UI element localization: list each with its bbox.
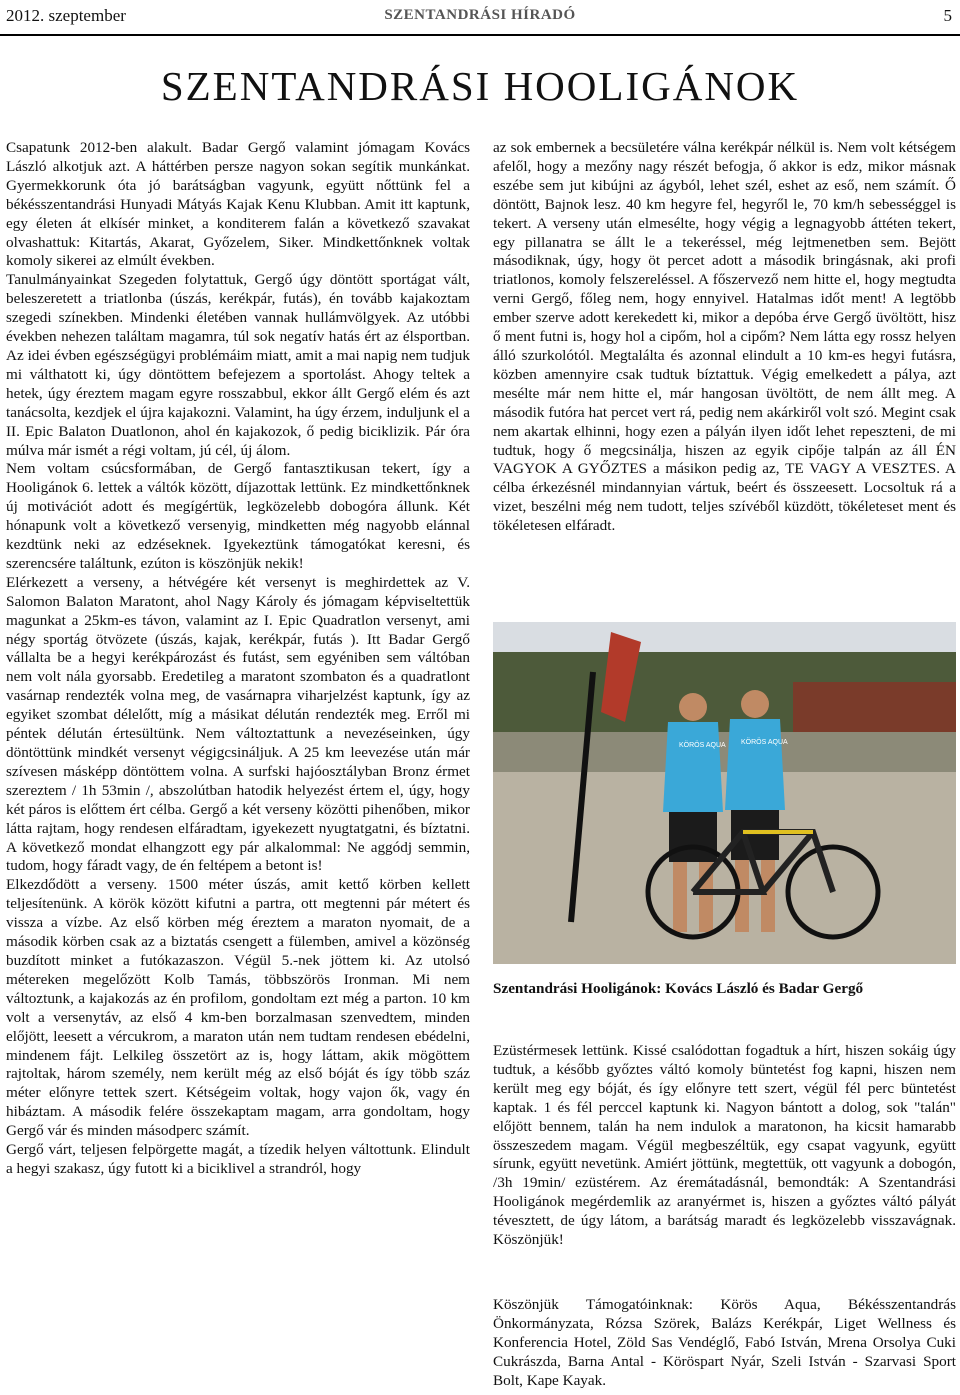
paragraph: Elérkezett a verseny, a hétvégére két versenyt is meghirdettek az V. Salomon Balaton Maratont, ahol Nagy Károly és jómagam képviseltettük magunkat a 25km-es távon, valamint az I. Epic Quadratlon versenyt, ami négy sportág ötvözete (úszás, kajak, kerékpár, futás ). Itt Badar Gergő vállalta be a hegyi kerékpározást és futást, sem egyéniben sem váltóban nem volt nála gyorsabb. Eredetileg a maratont szombaton és a quadratlont vasárnap rendezték volna meg, de vasárnapra viharjelzést kaptunk, így az egyiket szombat délelőtt, míg a másikat délután rendezték meg. Erről mi péntek délután értesültünk. Nem változtattunk a nevezéseinken, úgy döntöttünk mindkét versenyt végigcsináljuk. A 25 km leevezése után már szívesen másképp döntöttem volna. A surfski hajóosztályban Bronz érmet szereztem / 1h 53min /, abszolútban hatodik helyezést értem el, úgy, hogy két páros is előttem ért célba. Gergő a két verseny közötti pihenőben, mikor látta rajtam, hogy rendesen elfáradtam, igyekezett nyugtatgatni, és bíztatni. A következő mondat elhangzott egy pár alkalommal: Ne aggódj semmin, tudom, hogy fáradt vagy, de én feltépem a betont is! bbox=[6, 573, 470, 875]
team-photo bbox=[493, 622, 956, 964]
paragraph: Elkezdődött a verseny. 1500 méter úszás, amit kettő körben kellett teljesítenünk. A körök között kifutni a partra, ott megtenni pár métert és vissza a vízbe. Az első körben még éreztem a maraton nyomait, de a második körben csak az a biztatás csengett a fülemben, amivel a közönség buzdított minket a futókazaszon. Végül 5.-nek jöttem ki. Az utolsó métereken megelőzött Kolb Tamás, többszörös Ironman. Mi nem változtunk, a kajakozás az én profilom, gondoltam ezt még a parton. 10 km volt a versenytáv, az első 4 km-ben borzalmasan szenvedtem, minden előjött, leesett a vércukrom, a maraton után nem tudtam rendesen ebédelni, mindenem fájt. Lelkileg összetört az is, hogy láttam, akik mögöttem rajtoltak, három személy, nem került még az első bóját és így több száz méter előnyre tettek szert. Kétségeim voltak, hogy vajon ők, vagy én hibáztam. A második felére összekaptam magam, arra gondoltam, hogy Gergő vár és minden másodperc számít. bbox=[6, 876, 470, 1140]
paragraph: Köszönjük Támogatóinknak: Körös Aqua, Békésszentandrás Önkormányzata, Rózsa Szörek, Balázs Kerékpár, Liget Wellness és Konferencia Hotel, Zöld Sas Vendéglő, Fabó István, Mrena Orsolya Cuki Cukrászda, Barna Antal - Köröspart Nyár, Szeli István - Szarvasi Sport Bolt, Kape Kayak. bbox=[493, 1296, 956, 1389]
person-right-leg bbox=[761, 860, 775, 932]
publication-name: SZENTANDRÁSI HÍRADÓ bbox=[384, 7, 576, 23]
right-column-top bbox=[493, 139, 956, 536]
paragraph: Tanulmányainkat Szegeden folytattuk, Gergő úgy döntött sportágat vált, beleszeretett a triatlonba (úszás, kerékpár, futás), én tovább kajakoztam szegedi színekben. Mindenki életében vannak hullámvölgyek. Az utóbbi években nehezen találtam magamra, túl sok negatív hatás ért az élsportban. Az idei évben egészségügyi problémáim miatt, amit a mai napig nem tudjuk mi válthatott ki, úgy döntöttem befejezem a sportolást. Ahogy teltek a hetek, úgy éreztem magam egyre rosszabbul, ekkor állt Gergő elém és azt tanácsolta, kezdjek el újra kajakozni. Valamint, ha úgy érzem, induljunk el a II. Epic Balaton Duatlonon, ahol én kajakozok, ő pedig biciklizik. Pár óra múlva már ismét a régi voltam, jú cél, új álom. bbox=[6, 271, 470, 459]
right-column-bottom bbox=[493, 1042, 956, 1250]
person-left-head bbox=[679, 693, 707, 721]
paragraph: az sok embernek a becsületére válna kerékpár nélkül is. Nem volt kétségem afelől, hogy a mezőny nagy részét befogja, ő akkor is edz, mikor másnak eszébe sem jut kibújni az ágyból, lehet szél, eshet az eső, nem számít. Ő döntött, Bajnok lesz. 40 km hegyre fel, hegyről le, 70 km/h sebességgel is tekert. A verseny után elmesélte, hogy végig a legnagyobb áttéten tekert, egy pillanatra se állt le a tekeréssel, még lejtmenetben sem. Bejött másodiknak, úgy, hogy öt percet adott a második bringásnak, aki profi triatlonos, komoly felszereléssel. A főszervező nem hitte el, hogy megtudta verni Gergő, főleg nem, hogy ennyivel. Hatalmas időt ment! A legtöbb ember szerve adott kerekedett ki, mikor a depóba érve Gergő üvöltött, hisz ő ment futni is, hogy hol a cipőm, hol a cipőm? Nem látta egy rossz helyen álló szurkolótól. Megtalálta és azonnal elindult a 10 km-es hegyi futásra, közben amennyire csak tudtuk bíztattuk. Végig emelkedett a pálya, azt mesélte már nem hitte el, már hangosan üvöltött, de nem állt meg. A második futóra hat percet vert rá, pedig nem akárkiről volt szó. Megint csak nem akartak elhinni, hogy ezen a pályán ilyen időt lehet repeszteni, de mi tudtuk, hogy ő megcsinálja, hiszen az egyik cipője talpán az áll ÉN VAGYOK A GYŐZTES a másikon pedig az, TE VAGY A VESZTES. A célba érkezésnél mindannyian vártuk, beért és összeesett. Locsoltuk rá a vizet, beszélni még nem tudott, teljes szívéből küzdött, tökéleteset ment és tökéletesen elfáradt. bbox=[493, 139, 956, 535]
paragraph: Nem voltam csúcsformában, de Gergő fantasztikusan tekert, így a Hooligánok 6. lettek a váltók között, díjazottak lettünk. Ez mindkettőnknek új motivációt adott és megígértük, legközelebb dobogóra állunk. Két hónapunk volt a következő versenyig, mindketten még nagyobb elánnal kezdtünk neki az edzéseknek. Igyekeztünk támogatókat keresni, és szerencsére találtunk, ezúton is köszönjük nekik! bbox=[6, 460, 470, 572]
person-right-shirt bbox=[725, 719, 785, 810]
photo-grass bbox=[493, 732, 956, 772]
page-header bbox=[0, 0, 960, 36]
sponsors-thanks bbox=[493, 1296, 956, 1391]
shirt-print-left: KÖRÖS AQUA bbox=[679, 742, 726, 749]
person-left-shirt bbox=[663, 722, 723, 812]
left-column bbox=[6, 139, 470, 1179]
paragraph: Gergő várt, teljesen felpörgette magát, a tízedik helyen váltottunk. Elindult a hegyi szakasz, úgy futott ki a biciklivel a strandról, hogy bbox=[6, 1141, 470, 1177]
team-photo-illustration bbox=[493, 622, 956, 964]
article-title: SZENTANDRÁSI HOOLIGÁNOK bbox=[160, 63, 800, 109]
issue-date: 2012. szeptember bbox=[6, 6, 126, 25]
person-left-shorts bbox=[669, 812, 717, 862]
page-number: 5 bbox=[943, 6, 952, 25]
shirt-print-right: KÖRÖS AQUA bbox=[741, 739, 788, 746]
paragraph: Ezüstérmesek lettünk. Kissé csalódottan fogadtuk a hírt, hiszen sokáig úgy tudtuk, a később győztes váltó komoly büntetést fog kapni, hiszen nem került meg egy bóját, és így előnyre tett szert, végül fél perc büntetést kaptak. 1 és fél perccel kaptunk ki. Nagyon bántott a dolog, sok "talán" előjött bennem, talán ha nem indulok a maratonon, ha kicsit hamarabb összeszedem magam. Végül megbeszéltük, egy csapat vagyunk, együtt sírunk, együtt nevetünk. Amiért jöttünk, megtettük, ott vagyunk a dobogón, /3h 19min/ ezüstérem. Az éremátadásnál, bemondták: A Szentandrási Hooligánok megérdemlik az aranyérmet is, hiszen a győztes váltó pályát tévesztett, de úgy látom, a barátság maradt és legközelebb visszavágnak. Köszönjük! bbox=[493, 1042, 956, 1249]
person-left-leg bbox=[673, 862, 687, 932]
person-right-head bbox=[741, 690, 769, 718]
paragraph: Csapatunk 2012-ben alakult. Badar Gergő valamint jómagam Kovács László alkotjuk azt. A háttérben persze nagyon sokan segítik munkánkat. Gyermekkorunk óta jó barátságban vagyunk, együtt nőttünk fel a békésszentandrási Hunyadi Mátyás Kajak Kenu Klubban. Amit itt kaptunk, egy életen át elkísér minket, a konditerem falán a következő szavakat olvashattuk: Kitartás, Akarat, Győzelem, Siker. Mindkettőnknek voltak komoly sikerei az elmúlt években. bbox=[6, 139, 470, 270]
photo-caption: Szentandrási Hooligánok: Kovács László és Badar Gergő bbox=[493, 980, 864, 997]
